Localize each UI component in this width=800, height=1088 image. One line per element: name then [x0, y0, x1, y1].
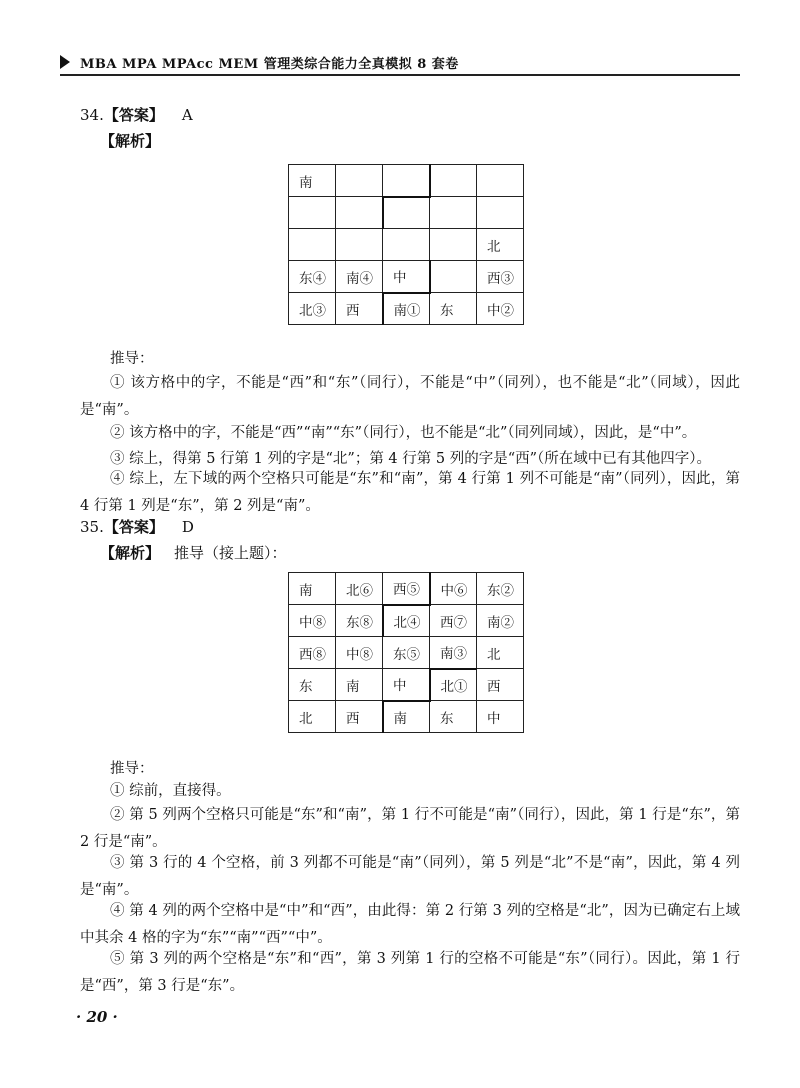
q35-grid-cell: 中⑧	[336, 637, 383, 669]
q34-grid-cell	[336, 197, 383, 229]
q34-grid-cell: 东④	[289, 261, 336, 293]
q35-grid-cell: 南	[383, 701, 430, 733]
q35-step-4: ④ 第 4 列的两个空格中是“中”和“西”，由此得：第 2 行第 3 列的空格是“北”，因为已确定右上域中其余 4 格的字为“东”“南”“西”“中”。	[80, 903, 740, 946]
q34-grid-cell	[383, 197, 430, 229]
q34-answer: A	[181, 106, 193, 124]
q35-grid-row	[289, 701, 524, 733]
q34-number: 34.	[80, 106, 104, 124]
q35-answer-line	[80, 516, 194, 537]
q34-deduction-label: 推导：	[110, 351, 154, 367]
q35-grid-cell: 东②	[477, 573, 524, 605]
triangle-icon	[60, 55, 70, 69]
q35-answer-label: 【答案】	[103, 518, 164, 536]
q35-grid-cell: 西⑧	[289, 637, 336, 669]
q35-step-2: ② 第 5 列两个空格只可能是“东”和“南”，第 1 行不可能是“南”（同行），因此，第 1 行是“东”，第 2 行是“南”。	[80, 807, 740, 850]
q35-grid	[288, 572, 524, 733]
q34-grid-cell	[336, 229, 383, 261]
q35-step-5: ⑤ 第 3 列的两个空格是“东”和“西”，第 3 列第 1 行的空格不可能是“东”（同行）。因此，第 1 行是“西”，第 3 行是“东”。	[80, 951, 740, 994]
q34-grid-cell	[430, 229, 477, 261]
q35-deduction-label: 推导：	[110, 761, 154, 777]
q35-analysis-text: 推导（接上题）：	[174, 544, 287, 562]
q35-grid-cell: 北①	[430, 669, 477, 701]
q34-grid-row	[289, 197, 524, 229]
q35-grid-cell: 东	[289, 669, 336, 701]
q35-grid-cell: 中⑧	[289, 605, 336, 637]
q35-grid-cell: 北⑥	[336, 573, 383, 605]
q35-grid-cell: 南②	[477, 605, 524, 637]
q35-answer: D	[181, 518, 194, 536]
q34-answer-label: 【答案】	[103, 106, 164, 124]
page-header	[60, 52, 740, 76]
q34-grid-cell: 中②	[477, 293, 524, 325]
q35-grid-row	[289, 605, 524, 637]
q34-analysis-label: 【解析】	[100, 132, 161, 150]
q35-grid-cell: 东⑧	[336, 605, 383, 637]
q35-grid-cell: 东	[430, 701, 477, 733]
q34-grid-cell: 东	[430, 293, 477, 325]
q34-grid-cell	[477, 165, 524, 197]
q34-grid-cell	[289, 197, 336, 229]
q34-step-2: ② 该方格中的字，不能是“西”“南”“东”（同行），也不能是“北”（同列同域），因此，是“中”。	[110, 425, 697, 441]
q34-step-1: ① 该方格中的字，不能是“西”和“东”（同行），不能是“中”（同列），也不能是“北”（同域），因此是“南”。	[80, 375, 740, 418]
page-number: · 20 ·	[76, 1008, 118, 1026]
q35-grid-cell: 南	[289, 573, 336, 605]
q35-grid-cell: 西⑦	[430, 605, 477, 637]
q35-grid-cell: 中	[477, 701, 524, 733]
q34-answer-line	[80, 104, 193, 125]
q34-grid-cell: 南	[289, 165, 336, 197]
q35-grid-cell: 东⑤	[383, 637, 430, 669]
q34-grid-cell: 北③	[289, 293, 336, 325]
q34-grid-cell	[383, 165, 430, 197]
q34-grid-cell	[477, 197, 524, 229]
q34-grid-cell: 南④	[336, 261, 383, 293]
q34-grid-cell: 西	[336, 293, 383, 325]
q34-grid-row	[289, 165, 524, 197]
q35-analysis-label: 【解析】	[100, 544, 161, 562]
q34-grid-cell: 中	[383, 261, 430, 293]
q34-grid-cell	[383, 229, 430, 261]
q34-grid-row	[289, 261, 524, 293]
q35-grid-cell: 北	[477, 637, 524, 669]
q34-grid-cell: 北	[477, 229, 524, 261]
q34-grid-cell	[430, 261, 477, 293]
q34-grid-row	[289, 293, 524, 325]
q35-grid-cell: 中	[383, 669, 430, 701]
q35-grid-row	[289, 669, 524, 701]
q34-grid-cell	[430, 197, 477, 229]
q35-grid-row	[289, 637, 524, 669]
q35-grid-cell: 南	[336, 669, 383, 701]
q35-grid-cell: 中⑥	[430, 573, 477, 605]
header-title: MBA MPA MPAcc MEM 管理类综合能力全真模拟 8 套卷	[80, 57, 459, 72]
q34-grid-row	[289, 229, 524, 261]
q35-grid-cell: 北	[289, 701, 336, 733]
q34-step-4: ④ 综上，左下域的两个空格只可能是“东”和“南”，第 4 行第 1 列不可能是“南”（同列），因此，第 4 行第 1 列是“东”，第 2 列是“南”。	[80, 471, 740, 514]
q35-grid-row	[289, 573, 524, 605]
q34-grid	[288, 164, 524, 325]
q34-grid-cell	[289, 229, 336, 261]
q35-analysis-line	[100, 542, 287, 563]
q34-grid-cell: 西③	[477, 261, 524, 293]
q34-grid-cell: 南①	[383, 293, 430, 325]
q34-grid-cell	[430, 165, 477, 197]
q35-grid-cell: 西	[336, 701, 383, 733]
q35-grid-cell: 南③	[430, 637, 477, 669]
q35-number: 35.	[80, 518, 104, 536]
q35-step-3: ③ 第 3 行的 4 个空格，前 3 列都不可能是“南”（同列），第 5 列是“北”不是“南”，因此，第 4 列是“南”。	[80, 855, 740, 898]
q35-grid-cell: 西⑤	[383, 573, 430, 605]
q34-grid-cell	[336, 165, 383, 197]
q35-grid-cell: 北④	[383, 605, 430, 637]
q34-step-3: ③ 综上，得第 5 行第 1 列的字是“北”；第 4 行第 5 列的字是“西”（所在域中已有其他四字）。	[110, 451, 712, 467]
q35-grid-cell: 西	[477, 669, 524, 701]
q35-step-1: ① 综前，直接得。	[110, 783, 231, 799]
